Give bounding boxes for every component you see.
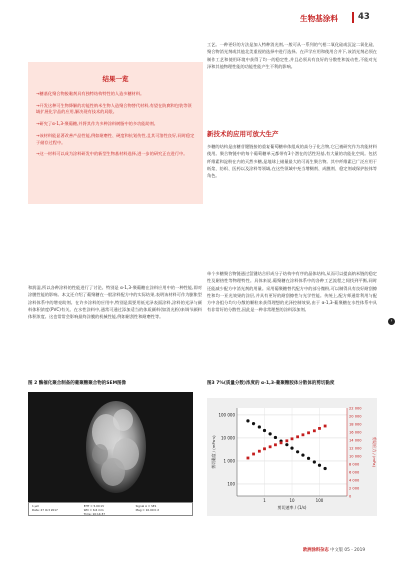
y-right-tick-label: 20 000	[349, 414, 362, 419]
summary-box	[28, 62, 203, 204]
stress-point	[269, 445, 272, 448]
sem-image	[28, 392, 193, 502]
y-right-tick-label: 12 000	[349, 446, 362, 451]
viscosity-point	[296, 450, 299, 453]
sem-info-field: 1 µm	[32, 504, 40, 508]
stress-point	[252, 453, 255, 456]
y-right-axis-label: 剪切应力 / (mPa)	[372, 437, 377, 467]
viscosity-point	[252, 422, 255, 425]
viscosity-point	[269, 432, 272, 435]
y-right-tick-label: 6 000	[349, 470, 360, 475]
summary-bullet: →研究了α-1,3-聚葡糖,并将其作为多种涂料树脂中的多功能助剂。	[36, 121, 158, 127]
x-axis-label: 剪切速率 / (1/s)	[277, 505, 307, 510]
section-heading: 新技术的应用可放大生产	[207, 130, 279, 138]
y-left-tick-label: 1 000	[223, 458, 235, 464]
left-body-text: 和润湿,所以各种涂料的性能进行了讨论。特别是 α-1,3-聚葡糖在涂料应用中的一种性能,即对涂膜性能的影响。本文还介绍了葡聚糖在一般涂料配方中的实际结果,表明该材料可作为膨胀型涂料体系中的增亮助剂。在许多涂料的应用中,特别是需要用低光泽表面涂料,涂料的光泽与颜料体积浓度(PVC)有关。在水性涂料中,通常可通过添加适当的体质颜料(如消光粉)来调节颜料体积浓度。这也常常会影响最终涂膜的机械性能,例如耐刮性和耐磨性等。	[28, 285, 202, 320]
viscosity-point	[246, 419, 249, 422]
stress-point	[296, 435, 299, 438]
y-right-tick-label: 4 000	[349, 478, 360, 483]
stress-point	[247, 457, 250, 460]
header-section-title: 生物基涂料	[300, 14, 338, 23]
x-tick-label: 1	[263, 498, 266, 503]
sem-info-field: Mag = 10.00 K X	[135, 508, 160, 512]
y-right-tick-label: 0	[349, 494, 352, 499]
summary-bullet: →这一材料可以成为涂料研发中的新型生物基材料选择,进一步的研究正在进行中。	[36, 151, 188, 157]
y-right-tick-label: 8 000	[349, 462, 360, 467]
sem-info-bar	[28, 502, 193, 516]
viscosity-point	[285, 443, 288, 446]
viscosity-point	[313, 460, 316, 463]
x-tick-label: 10	[289, 498, 295, 503]
summary-bullet: →该材料能显著改善产品性能,例如耐磨性、硬度和抗划伤性,且其可溶性良好,同时稳定于储存过程中。	[36, 132, 195, 145]
stress-point	[307, 431, 310, 434]
right-low-text: 单个多糖聚合物链通过氢键结合形成分子结构中有序的晶体结构,从而可以提高纳米链的稳定性及耐热性等物理特性。具体来说,葡聚糖在涂料体系中的各种工艺流程之间找到平衡,同时还能减少配方中消光剂的用量。采用葡聚糖替代配方中的部分微粉,可以制得具有良好耐刮擦性和均一亚光效果的涂层,并具有更好的耐刮擦性与光学性能。传统上,配方师通常利用与配方中各组分均匀分散的颗粒来获得理想的光泽控制效果,由于 α-1,3-葡聚糖在水性体系中具有非常好的分散性,因此是一种非常理想的涂料添加剂。	[207, 271, 377, 313]
y-right-tick-label: 16 000	[349, 430, 362, 435]
viscosity-point	[301, 453, 304, 456]
figure2-caption: 图 2 酶催化聚合制备的葡聚糖聚合物的SEM图像	[28, 381, 127, 386]
viscosity-point	[324, 467, 327, 470]
viscosity-point	[258, 425, 261, 428]
stress-point	[274, 443, 277, 446]
y-left-axis-label: 剪切黏度 / (mPa·s)	[211, 435, 216, 469]
header-divider	[352, 12, 354, 23]
summary-bullet: →糖基化聚合物胶黏剂具有独特结构特性的人造多糖材料。	[36, 91, 145, 96]
sem-info-field: WD = 6.6 mm	[83, 508, 104, 512]
footer-brand: 欧洲涂料杂志	[303, 548, 329, 553]
y-right-tick-label: 22 000	[349, 406, 362, 411]
chart-container	[207, 398, 377, 516]
y-right-tick-label: 18 000	[349, 422, 362, 427]
viscosity-point	[307, 457, 310, 460]
stress-point	[263, 447, 266, 450]
summary-bullet: →开发这种可生物降解的功能性纳米生物人造聚合物替代材料,有望在防腐和包装等领域扩展化学品的应用,解决现有技术的局限。	[36, 102, 192, 115]
sem-micrograph	[28, 392, 193, 502]
stress-point	[318, 427, 321, 430]
stress-point	[285, 439, 288, 442]
sem-info-field: EHT = 5.00 kV	[83, 504, 105, 508]
stress-point	[291, 437, 294, 440]
figure3-caption: 图3 7%(质量分数)浓度的 α-1,3-葡聚糖胶体分散体的剪切黏度	[207, 381, 335, 386]
x-tick-label: 100	[315, 498, 324, 503]
page-number: 43	[358, 12, 370, 22]
viscosity-point	[263, 429, 266, 432]
stress-point	[302, 433, 305, 436]
viscosity-point	[318, 464, 321, 467]
sem-info-field: Date: 27 Oct 2017	[32, 508, 58, 512]
footer-issue: 05 - 2019	[344, 548, 366, 553]
footer	[303, 547, 365, 553]
sem-info-field: Time: 10:14:37	[83, 512, 106, 516]
viscosity-point	[274, 436, 277, 439]
stress-point	[280, 441, 283, 444]
viscosity-point	[290, 447, 293, 450]
right-top-text: 工艺。一种更好的方法是加入特种消光剂,一般可从一系列的气相二氧化硅或沉淀二氧化硅、聚合物消光剂或其他北美重视的选择中进行选择。在声学应用和使用合并下,该消光剂必须在制作工艺和使用环境中获得了均一的稳定性,并且必须具有良好的分散性和流动性,不能对光泽和其他物理性能的功能性能产生不利的影响。	[207, 42, 377, 69]
summary-title: 结果一览	[102, 75, 129, 83]
continue-arrow-icon: ›	[388, 318, 395, 325]
footer-edition: 中文版	[330, 548, 344, 553]
y-right-tick-label: 2 000	[349, 486, 360, 491]
y-left-tick-label: 10 000	[221, 435, 235, 441]
right-mid-text: 多糖的结构是由糖苷键链接的重复葡萄糖单体组成的高分子化合物,它已被研究作为功能材料使用。聚合物链中的每个葡萄糖单元都带有3个潜在的活性羟基,有大量的功能化空间。包括纤维素和淀粉在内的天然多糖,是地球上储量最大的可再生聚合物。其中纤维素已广泛应用于纸浆、纺织、医药以及涂料等领域,在这些领域中充当增稠剂、成膜剂、稳定剂或保护胶体等角色。	[207, 144, 377, 179]
stress-point	[324, 425, 327, 428]
stress-point	[313, 429, 316, 432]
y-right-tick-label: 14 000	[349, 438, 362, 443]
viscosity-chart	[207, 398, 377, 516]
sem-info-field	[32, 512, 84, 516]
y-right-tick-label: 10 000	[349, 454, 362, 459]
stress-point	[258, 450, 261, 453]
y-left-tick-label: 100	[227, 481, 235, 487]
sem-info-field: Signal A = SE1	[135, 504, 157, 508]
y-left-tick-label: 100 000	[218, 412, 235, 418]
